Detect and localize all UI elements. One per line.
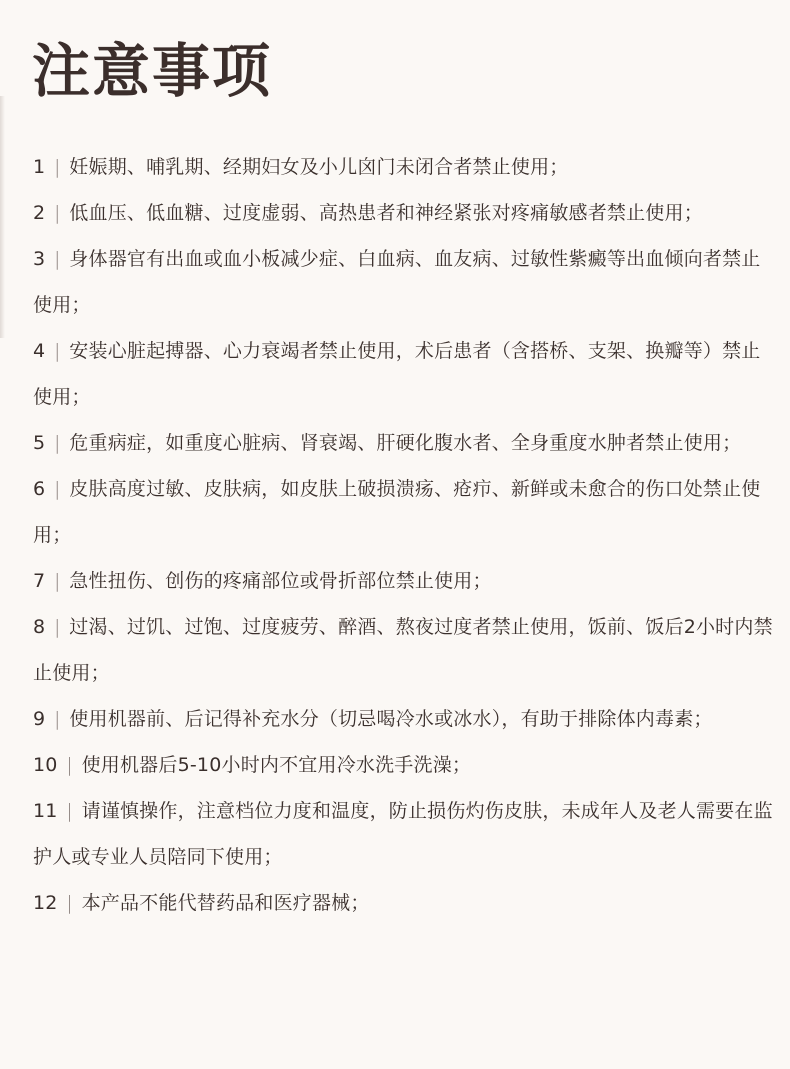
item-number: 8: [33, 616, 46, 638]
item-text: 本产品不能代替药品和医疗器械；: [81, 892, 370, 914]
precaution-item-11: [33, 788, 778, 880]
item-separator: |: [53, 570, 61, 592]
item-text: 身体器官有出血或血小板减少症、白血病、血友病、过敏性紫癜等出血倾向者禁止使用；: [33, 248, 761, 316]
item-text: 请谨慎操作，注意档位力度和温度，防止损伤灼伤皮肤，未成年人及老人需要在监护人或专业人员陪同下使用；: [33, 800, 773, 868]
item-separator: |: [53, 708, 61, 730]
precautions-list: [33, 144, 778, 926]
precaution-item-9: [33, 696, 778, 742]
item-separator: |: [53, 616, 61, 638]
item-number: 10: [33, 754, 58, 776]
precaution-item-8: [33, 604, 778, 696]
item-text: 安装心脏起搏器、心力衰竭者禁止使用，术后患者（含搭桥、支架、换瓣等）禁止使用；: [33, 340, 761, 408]
item-text: 妊娠期、哺乳期、经期妇女及小儿囟门未闭合者禁止使用；: [69, 156, 569, 178]
page-title: 注意事项: [32, 37, 273, 105]
item-separator: |: [53, 478, 61, 500]
item-separator: |: [66, 892, 73, 914]
precaution-item-6: [33, 466, 778, 558]
item-number: 1: [33, 156, 46, 178]
precaution-item-12: [33, 880, 778, 926]
item-text: 皮肤高度过敏、皮肤病，如皮肤上破损溃疡、疮疖、新鲜或未愈合的伤口处禁止使用；: [33, 478, 761, 546]
item-number: 2: [33, 202, 46, 224]
precaution-item-3: [33, 236, 778, 328]
item-text: 危重病症，如重度心脏病、肾衰竭、肝硬化腹水者、全身重度水肿者禁止使用；: [69, 432, 742, 454]
precaution-item-1: [33, 144, 778, 190]
item-number: 4: [33, 340, 46, 362]
item-number: 6: [33, 478, 46, 500]
item-separator: |: [53, 340, 61, 362]
item-text: 低血压、低血糖、过度虚弱、高热患者和神经紧张对疼痛敏感者禁止使用；: [69, 202, 703, 224]
item-number: 11: [33, 800, 58, 822]
left-edge-shadow: [0, 96, 5, 338]
item-number: 7: [33, 570, 46, 592]
item-separator: |: [53, 432, 61, 454]
item-text: 急性扭伤、创伤的疼痛部位或骨折部位禁止使用；: [69, 570, 492, 592]
item-separator: |: [53, 156, 61, 178]
item-separator: |: [66, 800, 73, 822]
item-separator: |: [53, 202, 61, 224]
precaution-item-10: [33, 742, 778, 788]
item-text: 使用机器前、后记得补充水分（切忌喝冷水或冰水），有助于排除体内毒素；: [69, 708, 713, 730]
precaution-item-5: [33, 420, 778, 466]
item-separator: |: [66, 754, 73, 776]
item-number: 3: [33, 248, 46, 270]
item-number: 12: [33, 892, 58, 914]
precaution-item-7: [33, 558, 778, 604]
item-text: 使用机器后5-10小时内不宜用冷水洗手洗澡；: [81, 754, 472, 776]
item-text: 过渴、过饥、过饱、过度疲劳、醉酒、熬夜过度者禁止使用，饭前、饭后2小时内禁止使用；: [33, 616, 773, 684]
item-number: 9: [33, 708, 46, 730]
item-separator: |: [53, 248, 61, 270]
item-number: 5: [33, 432, 46, 454]
precaution-item-4: [33, 328, 778, 420]
precaution-item-2: [33, 190, 778, 236]
